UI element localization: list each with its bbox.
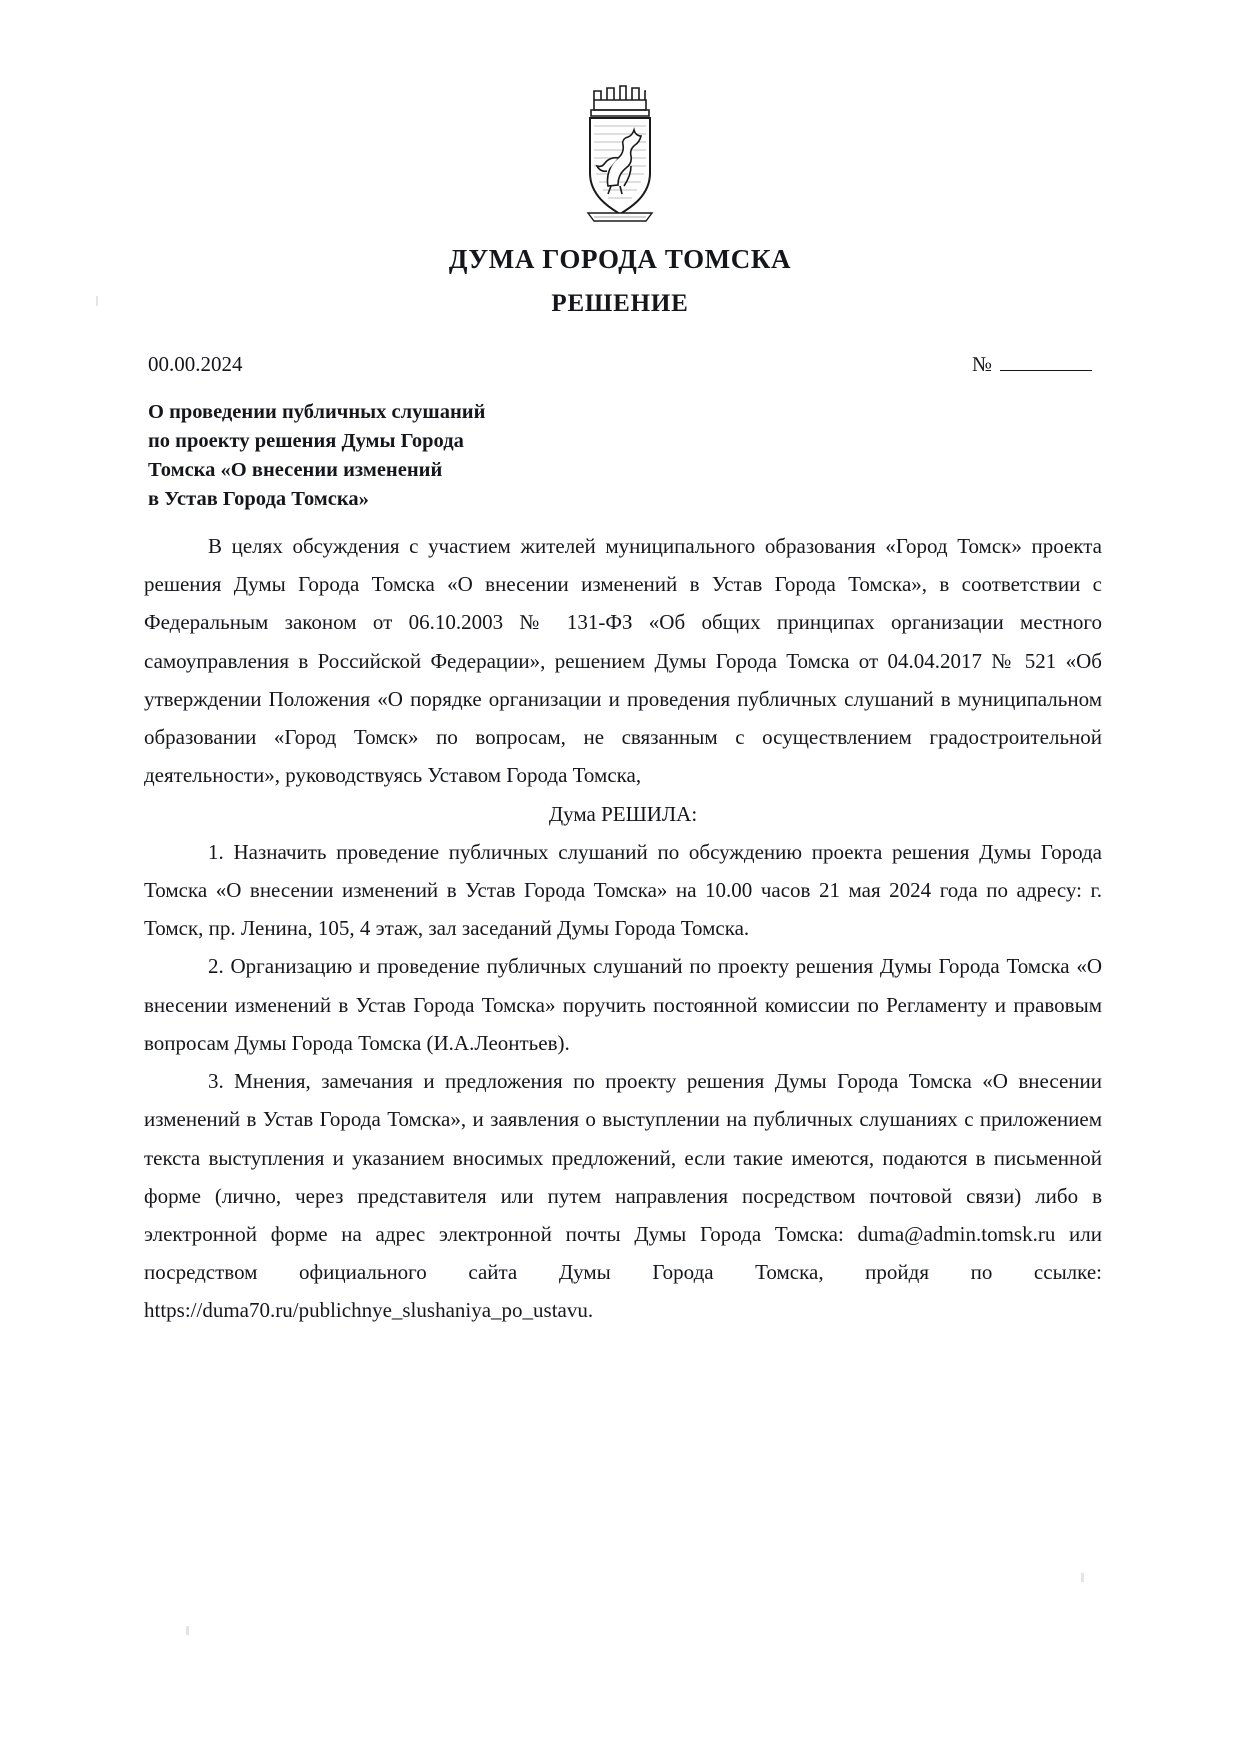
scan-mark-left-bottom (186, 1626, 189, 1635)
subject-line-1-text: О проведении публичных слушаний (148, 401, 486, 423)
emblem-container (0, 74, 1240, 234)
body-paragraph-item-3: 3. Мнения, замечания и предложения по проекту решения Думы Города Томска «О внесении изменений в Устав Города Томска», и заявления о выступлении на публичных слушаниях с приложением текста выступления и указанием вносимых предложений, если такие имеются, подаются в письменной форме (лично, через представителя или путем направления посредством почтовой связи) либо в электронной форме на адрес электронной почты Думы Города Томска: duma@admin.tomsk.ru или посредством официального сайта Думы Города Томска, пройдя по ссылке: https://duma70.ru/publichnye_slushaniya_po_ustavu. (144, 1069, 1102, 1323)
document-type-heading: РЕШЕНИЕ (551, 290, 689, 317)
body-paragraph-item-2: 2. Организацию и проведение публичных слушаний по проекту решения Думы Города Томска «О внесении изменений в Устав Города Томска» поручить постоянной комиссии по Регламенту и правовым вопросам Думы Города Томска (И.А.Леонтьев). (144, 954, 1102, 1055)
scan-mark-right-bottom (1081, 1573, 1084, 1582)
body-paragraph-preamble: В целях обсуждения с участием жителей муниципального образования «Город Томск» проекта решения Думы Города Томска «О внесении изменений в Устав Города Томска», в соответствии с Федеральным законом от 06.10.2003 № 131-ФЗ «Об общих принципах организации местного самоуправления в Российской Федерации», решением Думы Города Томска от 04.04.2017 № 521 «Об утверждении Положения «О порядке организации и проведения публичных слушаний в муниципальном образовании «Город Томск» по вопросам, не связанным с осуществлением градостроительной деятельности», руководствуясь Уставом Города Томска, (144, 534, 1102, 788)
scan-mark-left-top (96, 296, 98, 306)
number-label: № (971, 352, 992, 376)
number-blank-line (1000, 356, 1092, 371)
subject-line-2-text: по проекту решения Думы Города (148, 430, 464, 453)
subject-line-2 (148, 427, 530, 456)
subject-line-3-text: Томска «О внесении изменений (148, 459, 443, 482)
coat-of-arms-icon (564, 74, 676, 234)
subject-line-4 (148, 485, 530, 514)
subject-line-3 (148, 456, 530, 485)
document-number (972, 352, 1092, 377)
document-meta-row (148, 352, 1092, 377)
subject-line-4-text: в Устав Города Томска» (148, 488, 369, 511)
subject-line-1 (148, 398, 530, 427)
organization-title: ДУМА ГОРОДА ТОМСКА (448, 244, 792, 274)
document-date: 00.00.2024 (148, 352, 243, 376)
document-subject (148, 398, 530, 514)
document-body (144, 527, 1102, 1330)
body-resolution-heading: Дума РЕШИЛА: (548, 801, 698, 826)
body-paragraph-item-1: 1. Назначить проведение публичных слушаний по обсуждению проекта решения Думы Города Томска «О внесении изменений в Устав Города Томска» на 10.00 часов 21 мая 2024 года по адресу: г. Томск, пр. Ленина, 105, 4 этаж, зал заседаний Думы Города Томска. (144, 839, 1102, 941)
